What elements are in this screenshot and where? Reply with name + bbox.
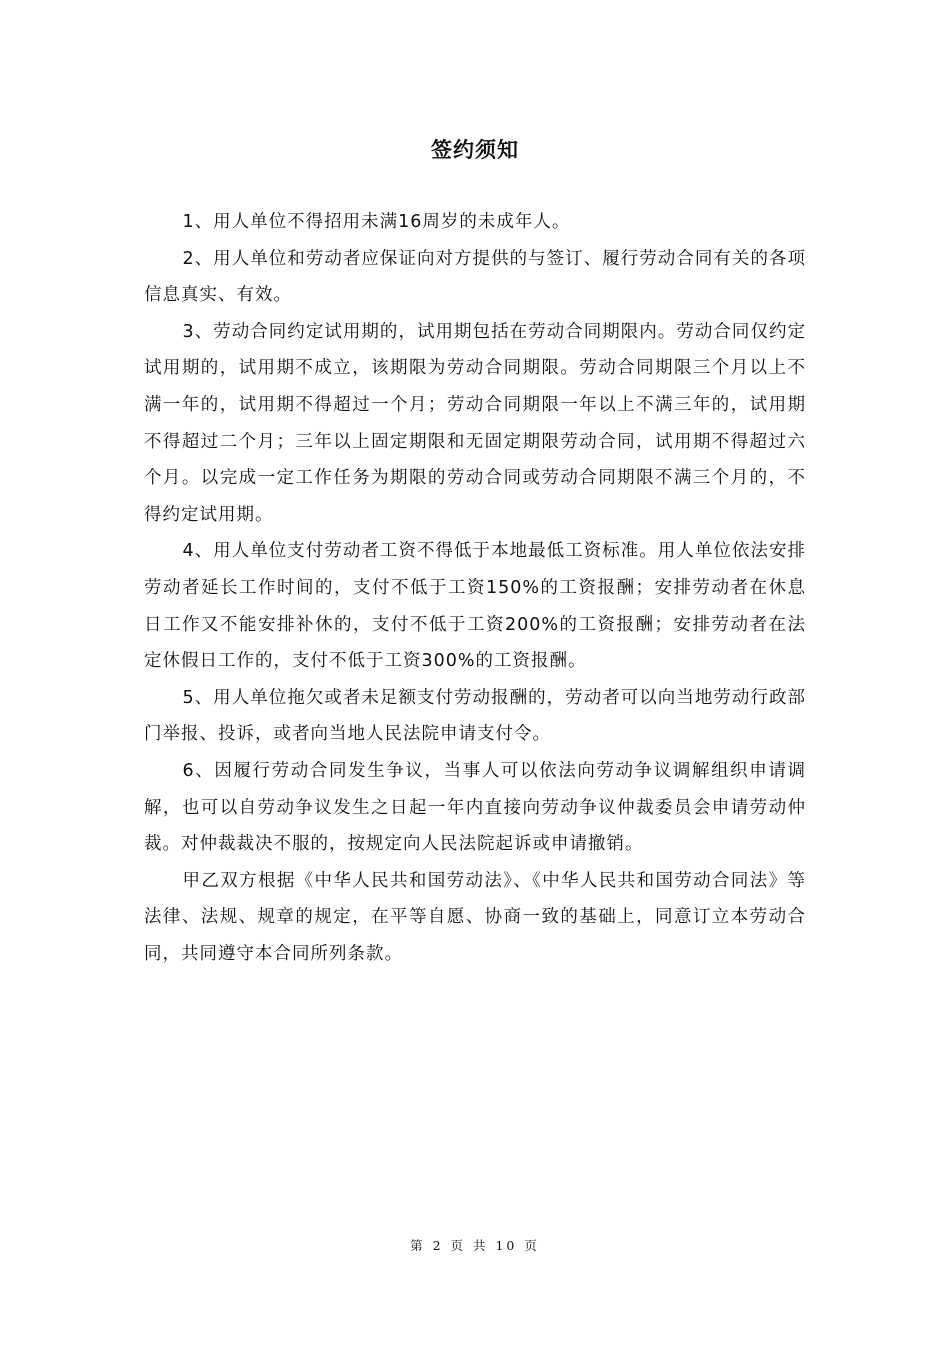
paragraph-5: 5、用人单位拖欠或者未足额支付劳动报酬的，劳动者可以向当地劳动行政部门举报、投诉，或者向当地人民法院申请支付令。: [144, 687, 806, 745]
page-title: 签约须知: [431, 138, 519, 162]
paragraph-closing: 甲乙双方根据《中华人民共和国劳动法》、《中华人民共和国劳动合同法》等法律、法规、规章的规定，在平等自愿、协商一致的基础上，同意订立本劳动合同，共同遵守本合同所列条款。: [144, 870, 806, 964]
paragraph-3: 3、劳动合同约定试用期的，试用期包括在劳动合同期限内。劳动合同仅约定试用期的，试用期不成立，该期限为劳动合同期限。劳动合同期限三个月以上不满一年的，试用期不得超过一个月；劳动合同期限一年以上不满三年的，试用期不得超过二个月；三年以上固定期限和无固定期限劳动合同，试用期不得超过六个月。以完成一定工作任务为期限的劳动合同或劳动合同期限不满三个月的，不得约定试用期。: [144, 321, 806, 525]
page-number-footer: 第 2 页 共 10 页: [410, 1238, 540, 1253]
paragraph-1: 1、用人单位不得招用未满16周岁的未成年人。: [182, 212, 571, 232]
paragraph-6: 6、因履行劳动合同发生争议，当事人可以依法向劳动争议调解组织申请调解，也可以自劳动争议发生之日起一年内直接向劳动争议仲裁委员会申请劳动仲裁。对仲裁裁决不服的，按规定向人民法院起诉或申请撤销。: [144, 760, 806, 855]
document-body: [144, 204, 806, 972]
paragraph-4: 4、用人单位支付劳动者工资不得低于本地最低工资标准。用人单位依法安排劳动者延长工作时间的，支付不低于工资150%的工资报酬；安排劳动者在休息日工作又不能安排补休的，支付不低于工资200%的工资报酬；安排劳动者在法定休假日工作的，支付不低于工资300%的工资报酬。: [144, 541, 806, 672]
paragraph-2: 2、用人单位和劳动者应保证向对方提供的与签订、履行劳动合同有关的各项信息真实、有效。: [144, 248, 806, 306]
